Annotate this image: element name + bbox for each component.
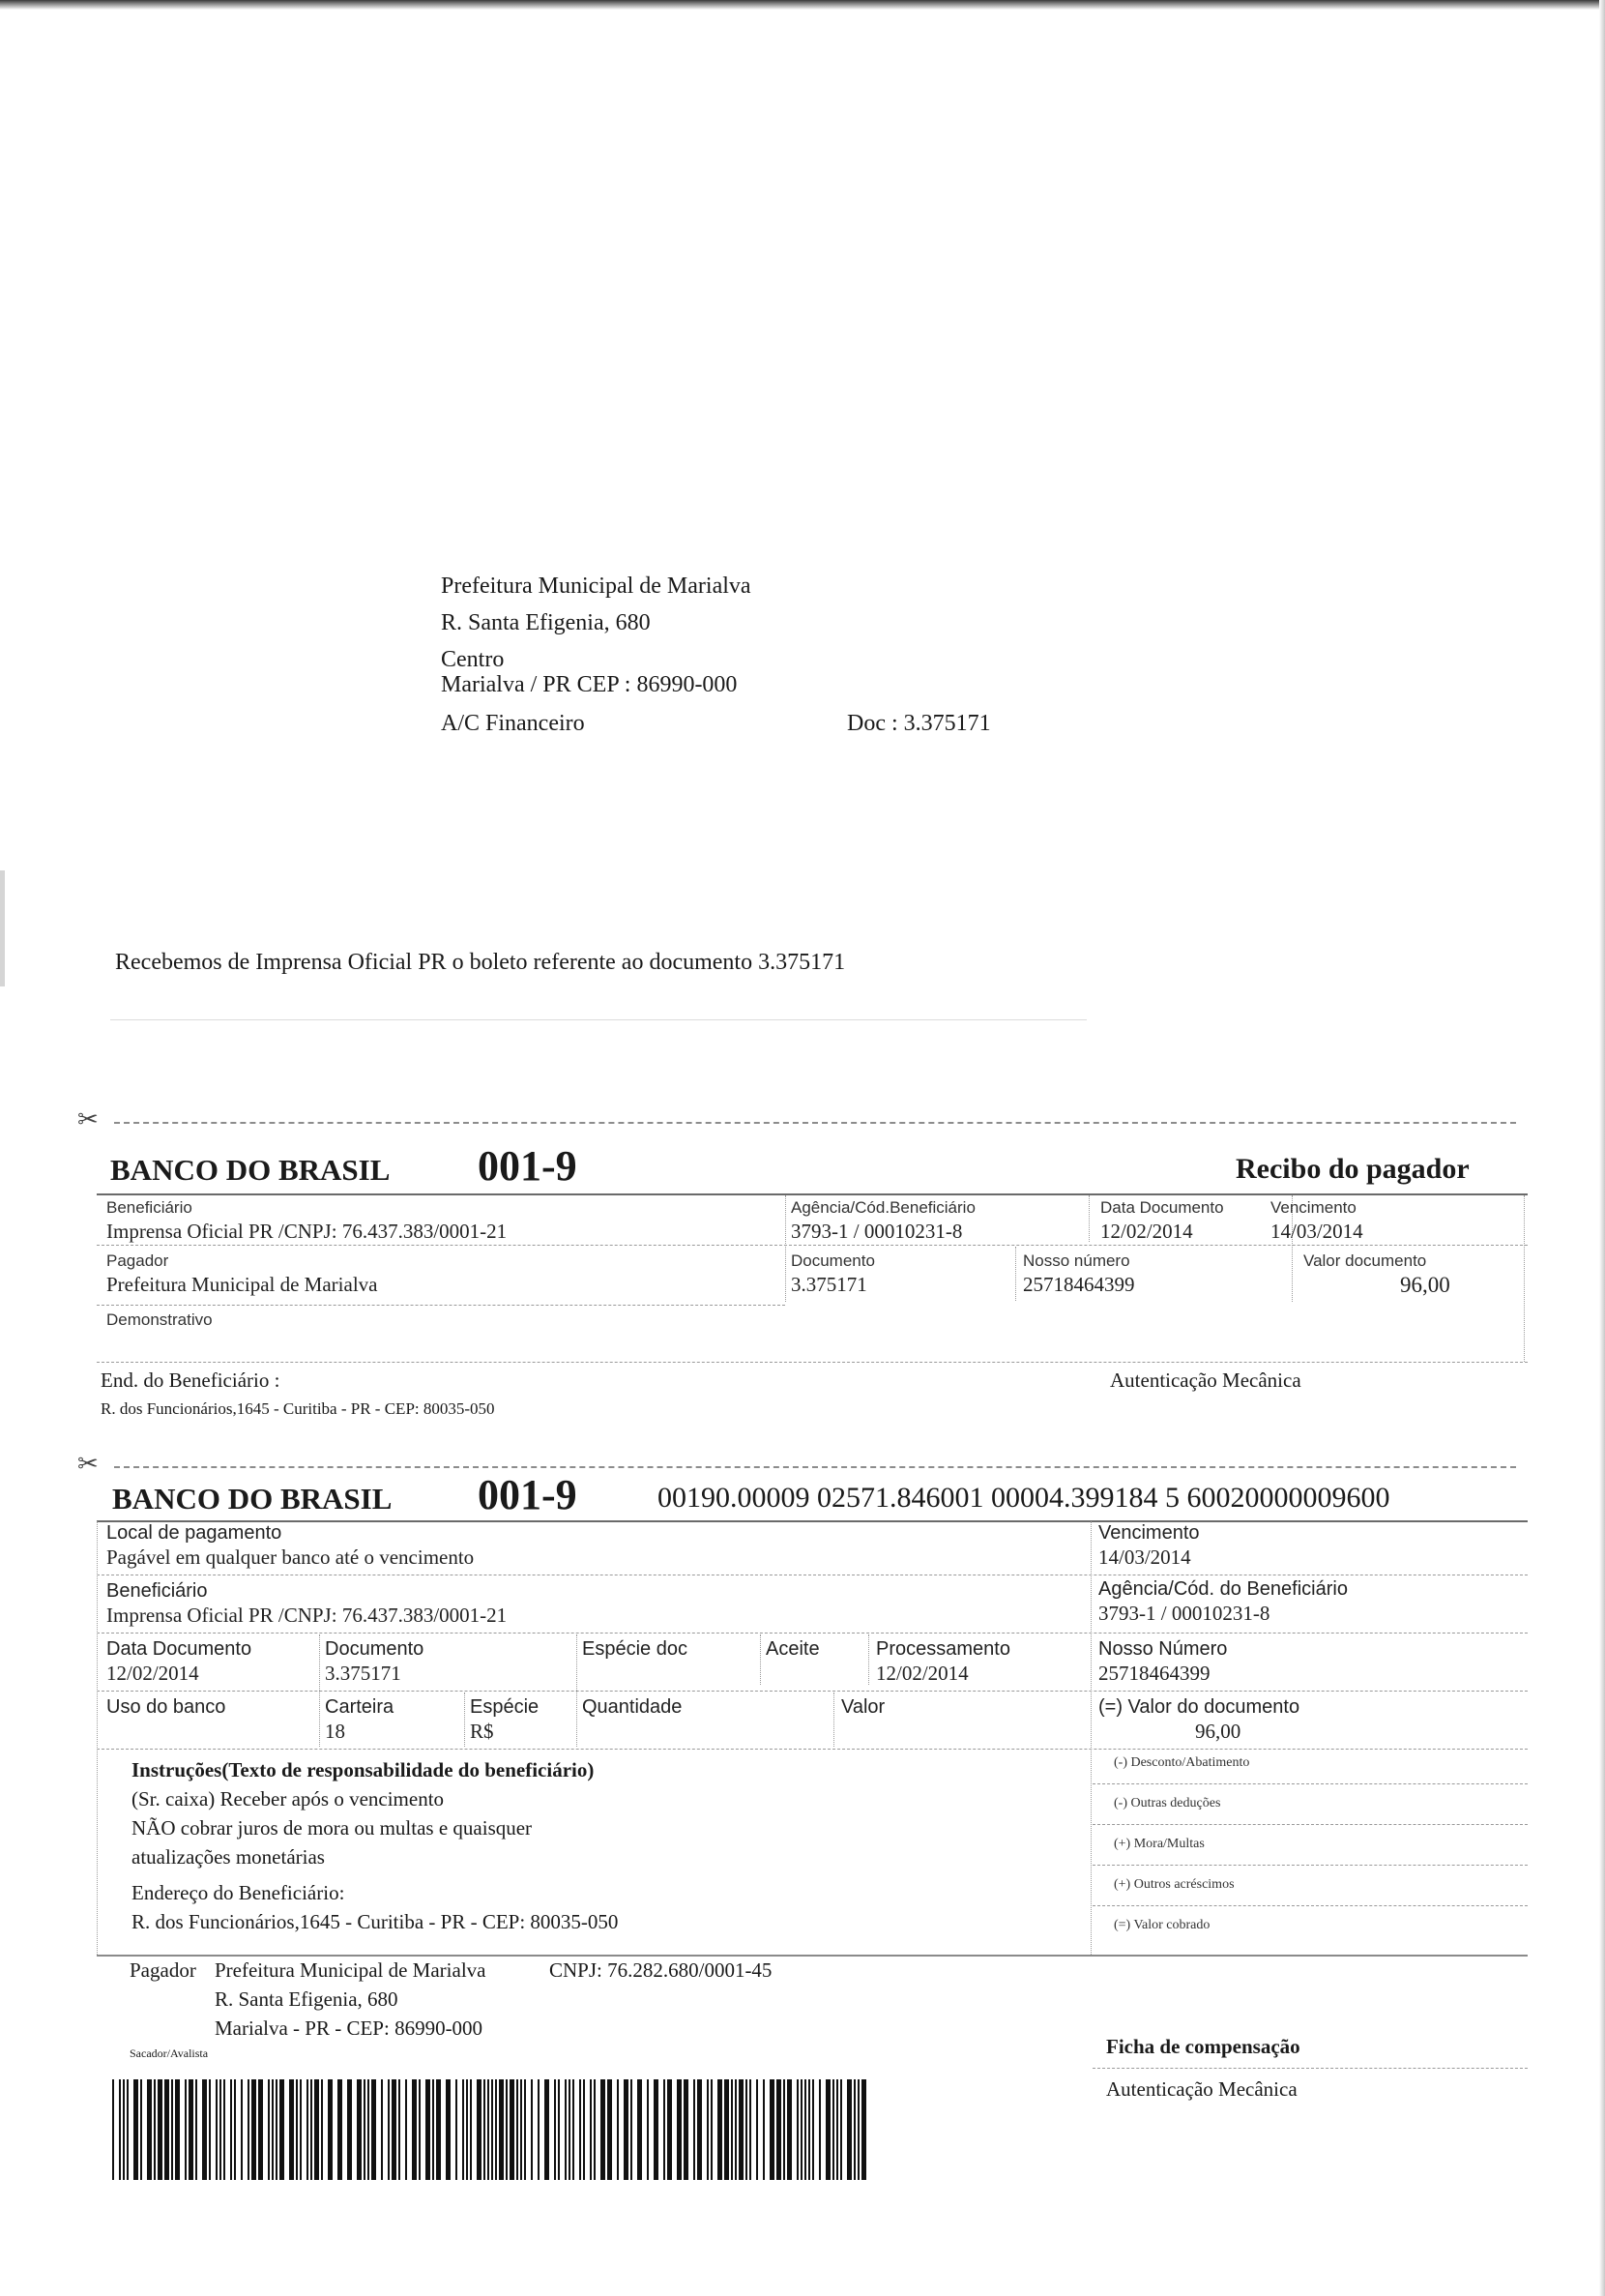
barcode-bar: [510, 2079, 514, 2180]
recibo-beneficiario-value: Imprensa Oficial PR /CNPJ: 76.437.383/0001-21: [106, 1220, 508, 1243]
hline: [97, 1749, 1528, 1750]
recibo-nosso-numero-value: 25718464399: [1023, 1273, 1135, 1296]
barcode-bar: [861, 2079, 866, 2180]
sender-name: Prefeitura Municipal de Marialva: [441, 574, 751, 599]
barcode-bar: [328, 2079, 333, 2180]
barcode-bar: [357, 2079, 362, 2180]
hline: [97, 1633, 1528, 1634]
ficha-instrucoes-title: Instruções(Texto de responsabilidade do beneficiário): [131, 1758, 595, 1781]
barcode-bar: [209, 2079, 211, 2180]
recibo-documento-label: Documento: [791, 1251, 875, 1270]
hline: [1093, 1783, 1528, 1784]
ficha-vencimento-value: 14/03/2014: [1098, 1545, 1191, 1569]
barcode-bar: [189, 2079, 193, 2180]
barcode-bar: [617, 2079, 619, 2180]
barcode-bar: [499, 2079, 504, 2180]
vline: [97, 1521, 98, 1955]
recibo-nosso-numero-label: Nosso número: [1023, 1251, 1130, 1270]
barcode-bar: [147, 2079, 152, 2180]
vline: [1089, 1195, 1090, 1242]
barcode-bar: [446, 2079, 451, 2180]
barcode-bar: [133, 2079, 138, 2180]
recibo-end-value: R. dos Funcionários,1645 - Curitiba - PR - CEP: 80035-050: [101, 1399, 495, 1418]
ficha-documento-value: 3.375171: [325, 1662, 401, 1685]
barcode-bar: [202, 2079, 207, 2180]
barcode-bar: [466, 2079, 468, 2180]
barcode-bar: [248, 2079, 249, 2180]
cut-line: [114, 1122, 1516, 1124]
barcode-bar: [590, 2079, 592, 2180]
barcode-bar: [272, 2079, 274, 2180]
barcode-bar: [268, 2079, 270, 2180]
ficha-linha-digitavel: 00190.00009 02571.846001 00004.399184 5 60020000009600: [657, 1482, 1390, 1514]
vline: [1524, 1195, 1525, 1362]
barcode-bar: [572, 2079, 574, 2180]
ficha-valor-doc-value: 96,00: [1195, 1720, 1241, 1743]
barcode-bar: [808, 2079, 810, 2180]
barcode-bar: [637, 2079, 642, 2180]
ficha-data-doc-label: Data Documento: [106, 1638, 252, 1660]
barcode-bar: [745, 2079, 747, 2180]
barcode-bar: [483, 2079, 485, 2180]
barcode-bar: [858, 2079, 860, 2180]
recibo-end-label: End. do Beneficiário :: [101, 1369, 280, 1392]
barcode-bar: [538, 2079, 540, 2180]
ficha-data-doc-value: 12/02/2014: [106, 1662, 199, 1685]
scissors-icon: ✂: [77, 1104, 99, 1133]
barcode-bar: [812, 2079, 814, 2180]
barcode-bar: [276, 2079, 277, 2180]
ficha-processamento-value: 12/02/2014: [876, 1662, 969, 1685]
barcode: [110, 2079, 870, 2180]
sender-doc: Doc : 3.375171: [847, 711, 991, 736]
vline: [464, 1693, 465, 1747]
vline: [1091, 1521, 1092, 1955]
ficha-aceite-label: Aceite: [766, 1638, 820, 1660]
barcode-bar: [832, 2079, 834, 2180]
ficha-vencimento-label: Vencimento: [1098, 1522, 1200, 1544]
sender-street: R. Santa Efigenia, 680: [441, 610, 651, 635]
barcode-bar: [569, 2079, 570, 2180]
barcode-bar: [717, 2079, 722, 2180]
ficha-bank-code: 001-9: [478, 1471, 577, 1518]
barcode-bar: [707, 2079, 709, 2180]
vline: [1015, 1247, 1016, 1301]
recibo-vencimento-value: 14/03/2014: [1270, 1220, 1363, 1243]
recibo-data-doc-value: 12/02/2014: [1100, 1220, 1193, 1243]
hline: [97, 1305, 785, 1306]
barcode-bar: [364, 2079, 365, 2180]
recibo-pagador-value: Prefeitura Municipal de Marialva: [106, 1273, 378, 1296]
ficha-outros-acrescimos-label: (+) Outros acréscimos: [1114, 1877, 1235, 1892]
ficha-top-rule: [97, 1520, 1528, 1522]
cut-line: [114, 1466, 1516, 1468]
barcode-bar: [154, 2079, 156, 2180]
barcode-bar: [731, 2079, 733, 2180]
ficha-mora-label: (+) Mora/Multas: [1114, 1837, 1205, 1851]
hline: [1093, 1824, 1528, 1825]
ficha-sacador-label: Sacador/Avalista: [130, 2046, 209, 2060]
ficha-agencia-value: 3793-1 / 00010231-8: [1098, 1602, 1270, 1625]
recibo-valor-label: Valor documento: [1303, 1251, 1427, 1270]
vline: [833, 1693, 834, 1747]
barcode-bar: [495, 2079, 497, 2180]
barcode-bar: [819, 2079, 821, 2180]
ficha-autenticacao: Autenticação Mecânica: [1106, 2077, 1298, 2101]
barcode-bar: [296, 2079, 298, 2180]
barcode-bar: [677, 2079, 682, 2180]
barcode-bar: [487, 2079, 489, 2180]
ficha-especie-value: R$: [470, 1720, 494, 1743]
ficha-pagador-name: Prefeitura Municipal de Marialva: [215, 1958, 486, 1982]
ficha-pagador-label: Pagador: [130, 1958, 196, 1982]
barcode-bar: [797, 2079, 799, 2180]
barcode-bar: [216, 2079, 218, 2180]
ficha-especie-doc-label: Espécie doc: [582, 1638, 687, 1660]
recibo-autenticacao: Autenticação Mecânica: [1110, 1369, 1301, 1392]
barcode-bar: [234, 2079, 236, 2180]
barcode-bar: [724, 2079, 729, 2180]
divider: [110, 1019, 1087, 1020]
barcode-bar: [300, 2079, 302, 2180]
ficha-processamento-label: Processamento: [876, 1638, 1010, 1660]
barcode-bar: [251, 2079, 256, 2180]
recibo-title: Recibo do pagador: [1236, 1153, 1470, 1185]
barcode-bar: [804, 2079, 806, 2180]
barcode-bar: [371, 2079, 376, 2180]
barcode-bar: [516, 2079, 518, 2180]
barcode-bar: [367, 2079, 369, 2180]
barcode-bar: [405, 2079, 407, 2180]
barcode-bar: [455, 2079, 457, 2180]
barcode-bar: [381, 2079, 383, 2180]
barcode-bar: [697, 2079, 702, 2180]
recibo-bank-name: BANCO DO BRASIL: [110, 1153, 391, 1187]
recibo-vencimento-label: Vencimento: [1270, 1198, 1357, 1217]
ficha-pagador-street: R. Santa Efigenia, 680: [215, 1987, 398, 2011]
ficha-especie-label: Espécie: [470, 1696, 540, 1718]
barcode-bar: [223, 2079, 225, 2180]
barcode-bar: [847, 2079, 852, 2180]
ficha-nosso-numero-label: Nosso Número: [1098, 1638, 1228, 1660]
barcode-bar: [854, 2079, 856, 2180]
barcode-bar: [258, 2079, 263, 2180]
barcode-bar: [314, 2079, 319, 2180]
barcode-bar: [491, 2079, 493, 2180]
ficha-instrucoes-line: NÃO cobrar juros de mora ou multas e quaisquer: [131, 1816, 533, 1840]
barcode-bar: [412, 2079, 417, 2180]
barcode-bar: [594, 2079, 596, 2180]
barcode-bar: [783, 2079, 785, 2180]
sender-city-cep: Marialva / PR CEP : 86990-000: [441, 672, 738, 697]
barcode-bar: [241, 2079, 243, 2180]
ficha-desconto-label: (-) Desconto/Abatimento: [1114, 1755, 1250, 1770]
ficha-pagador-cnpj: CNPJ: 76.282.680/0001-45: [549, 1958, 773, 1982]
ficha-beneficiario-value: Imprensa Oficial PR /CNPJ: 76.437.383/0001-21: [106, 1604, 508, 1627]
barcode-bar: [392, 2079, 396, 2180]
ficha-instrucoes-line: (Sr. caixa) Receber após o vencimento: [131, 1787, 445, 1810]
sender-attention: A/C Financeiro: [441, 711, 585, 736]
scan-edge-left: [0, 870, 5, 986]
ficha-agencia-label: Agência/Cód. do Beneficiário: [1098, 1578, 1348, 1600]
barcode-bar: [321, 2079, 323, 2180]
ficha-quantidade-label: Quantidade: [582, 1696, 683, 1718]
barcode-bar: [164, 2079, 169, 2180]
scan-edge-right: [1599, 0, 1605, 2296]
barcode-bar: [630, 2079, 632, 2180]
barcode-bar: [477, 2079, 482, 2180]
barcode-bar: [756, 2079, 758, 2180]
hline: [97, 1691, 1528, 1692]
barcode-bar: [735, 2079, 737, 2180]
barcode-bar: [531, 2079, 533, 2180]
barcode-bar: [776, 2079, 781, 2180]
barcode-bar: [388, 2079, 390, 2180]
recibo-agencia-label: Agência/Cód.Beneficiário: [791, 1198, 976, 1217]
barcode-bar: [770, 2079, 774, 2180]
barcode-bar: [583, 2079, 585, 2180]
barcode-bar: [520, 2079, 522, 2180]
barcode-bar: [219, 2079, 221, 2180]
barcode-bar: [607, 2079, 612, 2180]
barcode-bar: [739, 2079, 744, 2180]
ficha-pagador-city: Marialva - PR - CEP: 86990-000: [215, 2016, 483, 2040]
ficha-valor-doc-label: (=) Valor do documento: [1098, 1696, 1300, 1718]
barcode-bar: [749, 2079, 751, 2180]
recibo-data-doc-label: Data Documento: [1100, 1198, 1224, 1217]
barcode-bar: [436, 2079, 441, 2180]
barcode-bar: [684, 2079, 688, 2180]
barcode-bar: [711, 2079, 713, 2180]
hline: [97, 1955, 1528, 1957]
barcode-bar: [310, 2079, 312, 2180]
barcode-bar: [826, 2079, 831, 2180]
recibo-top-rule: [97, 1193, 1528, 1195]
ficha-uso-banco-label: Uso do banco: [106, 1696, 226, 1718]
barcode-bar: [425, 2079, 430, 2180]
barcode-bar: [462, 2079, 464, 2180]
barcode-bar: [663, 2079, 665, 2180]
ficha-valor-cobrado-label: (=) Valor cobrado: [1114, 1918, 1211, 1932]
barcode-bar: [544, 2079, 549, 2180]
ficha-valor-label: Valor: [841, 1696, 886, 1718]
ficha-local-value: Pagável em qualquer banco até o vencimento: [106, 1545, 475, 1569]
recibo-demonstrativo-label: Demonstrativo: [106, 1310, 213, 1329]
barcode-bar: [419, 2079, 421, 2180]
barcode-bar: [565, 2079, 567, 2180]
barcode-bar: [289, 2079, 294, 2180]
recibo-documento-value: 3.375171: [791, 1273, 867, 1296]
barcode-bar: [140, 2079, 142, 2180]
ficha-carteira-value: 18: [325, 1720, 345, 1743]
ficha-documento-label: Documento: [325, 1638, 424, 1660]
ficha-endereco-value: R. dos Funcionários,1645 - Curitiba - PR - CEP: 80035-050: [131, 1910, 619, 1933]
barcode-bar: [127, 2079, 129, 2180]
barcode-bar: [119, 2079, 121, 2180]
barcode-bar: [175, 2079, 180, 2180]
scissors-icon: ✂: [77, 1449, 99, 1478]
ficha-nosso-numero-value: 25718464399: [1098, 1662, 1211, 1685]
barcode-bar: [840, 2079, 842, 2180]
barcode-bar: [763, 2079, 765, 2180]
barcode-bar: [667, 2079, 672, 2180]
barcode-bar: [171, 2079, 173, 2180]
barcode-bar: [306, 2079, 308, 2180]
recibo-beneficiario-label: Beneficiário: [106, 1198, 192, 1217]
barcode-bar: [558, 2079, 560, 2180]
hline: [1093, 2068, 1528, 2069]
barcode-bar: [624, 2079, 628, 2180]
ficha-bank-name: BANCO DO BRASIL: [112, 1482, 393, 1516]
recibo-valor-value: 96,00: [1400, 1273, 1450, 1297]
barcode-bar: [112, 2079, 114, 2180]
barcode-bar: [654, 2079, 658, 2180]
ficha-carteira-label: Carteira: [325, 1696, 394, 1718]
barcode-bar: [195, 2079, 197, 2180]
sender-district: Centro: [441, 647, 505, 672]
ficha-title: Ficha de compensação: [1106, 2035, 1300, 2058]
barcode-bar: [524, 2079, 526, 2180]
barcode-bar: [506, 2079, 508, 2180]
ficha-endereco-label: Endereço do Beneficiário:: [131, 1881, 345, 1904]
barcode-bar: [158, 2079, 162, 2180]
barcode-bar: [398, 2079, 400, 2180]
barcode-bar: [693, 2079, 695, 2180]
hline: [1093, 1865, 1528, 1866]
barcode-bar: [230, 2079, 232, 2180]
hline: [97, 1362, 1528, 1363]
barcode-bar: [279, 2079, 284, 2180]
barcode-bar: [554, 2079, 556, 2180]
barcode-bar: [337, 2079, 342, 2180]
barcode-bar: [600, 2079, 605, 2180]
barcode-bar: [185, 2079, 187, 2180]
hline: [1093, 1905, 1528, 1906]
barcode-bar: [836, 2079, 838, 2180]
ficha-local-label: Local de pagamento: [106, 1522, 282, 1544]
receipt-text: Recebemos de Imprensa Oficial PR o boleto referente ao documento 3.375171: [115, 950, 846, 975]
barcode-bar: [347, 2079, 352, 2180]
barcode-bar: [647, 2079, 649, 2180]
barcode-bar: [123, 2079, 125, 2180]
ficha-instrucoes-line: atualizações monetárias: [131, 1845, 325, 1869]
ficha-outras-deducoes-label: (-) Outras deduções: [1114, 1796, 1221, 1810]
barcode-bar: [579, 2079, 581, 2180]
barcode-bar: [787, 2079, 792, 2180]
ficha-beneficiario-label: Beneficiário: [106, 1580, 208, 1602]
barcode-bar: [432, 2079, 434, 2180]
vline: [868, 1634, 869, 1685]
recibo-pagador-label: Pagador: [106, 1251, 169, 1270]
scan-edge-top: [0, 0, 1605, 10]
barcode-bar: [470, 2079, 472, 2180]
recibo-bank-code: 001-9: [478, 1142, 577, 1190]
vline: [785, 1195, 786, 1302]
recibo-agencia-value: 3793-1 / 00010231-8: [791, 1220, 963, 1243]
hline: [97, 1245, 1528, 1246]
vline: [760, 1634, 761, 1685]
barcode-bar: [801, 2079, 802, 2180]
